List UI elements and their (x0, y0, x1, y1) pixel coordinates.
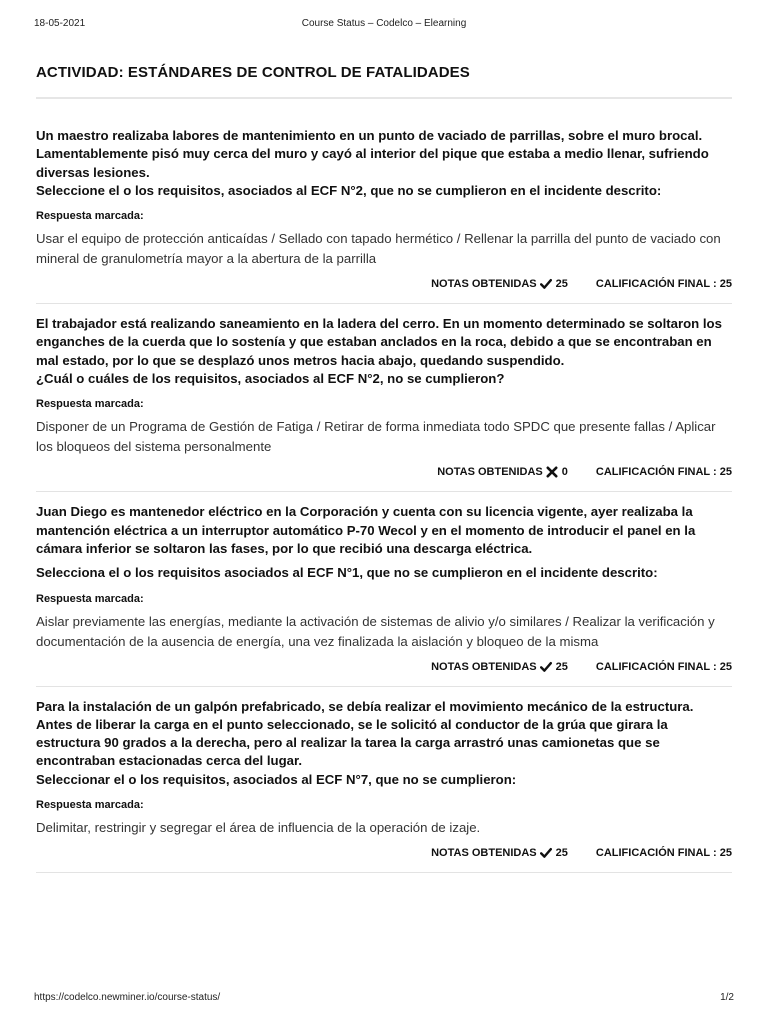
question-prompt: Seleccionar el o los requisitos, asociados al ECF N°7, que no se cumplieron: (36, 771, 517, 787)
calificacion-final (596, 847, 732, 859)
document-title: Course Status – Codelco – Elearning (301, 18, 467, 29)
notas-value: 0 (561, 466, 568, 479)
score-row (36, 661, 732, 686)
page-url[interactable]: https://codelco.newminer.io/course-status/ (34, 992, 221, 1003)
calificacion-value: 25 (719, 847, 732, 860)
notas-label: NOTAS OBTENIDAS (437, 466, 543, 479)
notas-obtenidas (431, 661, 568, 673)
score-row (36, 847, 732, 872)
question-text (36, 698, 732, 789)
calificacion-label: CALIFICACIÓN FINAL : (595, 847, 717, 860)
calificacion-final (596, 466, 732, 478)
answer-label: Respuesta marcada: (36, 398, 144, 411)
notas-label: NOTAS OBTENIDAS (431, 847, 537, 860)
calificacion-final (596, 278, 732, 290)
question-statement: Para la instalación de un galpón prefabricado, se debía realizar el movimiento mecánico de la estructura. Antes de liberar la carga en el punto seleccionado, se le solicitó al conductor de la grúa que girara la estructura 90 grados a la derecha, pero al realizar la tarea la carga arrastró unas camionetas que se encontraban estacionadas cerca del lugar. (36, 698, 694, 769)
calificacion-value: 25 (719, 466, 732, 479)
score-row (36, 278, 732, 303)
question-text (36, 127, 732, 200)
course-status-content (36, 64, 732, 873)
notas-label: NOTAS OBTENIDAS (431, 278, 537, 291)
cross-icon (546, 466, 558, 478)
question-block (36, 687, 732, 873)
question-text (36, 315, 732, 388)
notas-label: NOTAS OBTENIDAS (431, 660, 537, 673)
calificacion-final (596, 661, 732, 673)
question-prompt: Seleccione el o los requisitos, asociados al ECF N°2, que no se cumplieron en el incidente descrito: (36, 182, 662, 198)
question-prompt: ¿Cuál o cuáles de los requisitos, asociados al ECF N°2, no se cumplieron? (36, 371, 505, 387)
print-date: 18-05-2021 (34, 18, 86, 29)
question-statement: Juan Diego es mantenedor eléctrico en la Corporación y cuenta con su licencia vigente, ayer realizaba la mantención eléctrica a un interruptor automático P-70 Wecol y en el momento de introducir el panel en la cámara inferior se soltaron las fases, por lo que recibió una descarga eléctrica. (36, 504, 696, 556)
checkmark-icon (540, 847, 552, 859)
notas-obtenidas (431, 278, 568, 290)
question-block (36, 304, 732, 492)
answer-label: Respuesta marcada: (36, 592, 144, 605)
marked-answer: Delimitar, restringir y segregar el área de influencia de la operación de izaje. (36, 820, 481, 836)
answer-label: Respuesta marcada: (36, 210, 144, 223)
question-text (36, 503, 732, 582)
notas-value: 25 (555, 660, 568, 673)
activity-title: ACTIVIDAD: ESTÁNDARES DE CONTROL DE FATALIDADES (36, 64, 732, 99)
calificacion-label: CALIFICACIÓN FINAL : (595, 278, 717, 291)
notas-value: 25 (555, 847, 568, 860)
print-footer (34, 992, 734, 1006)
question-block (36, 492, 732, 686)
calificacion-label: CALIFICACIÓN FINAL : (595, 466, 717, 479)
marked-answer: Disponer de un Programa de Gestión de Fatiga / Retirar de forma inmediata todo SPDC que presente fallas / Aplicar los bloqueos del sistema personalmente (36, 419, 716, 455)
notas-obtenidas (431, 847, 568, 859)
print-header (34, 18, 734, 32)
marked-answer: Aislar previamente las energías, mediante la activación de sistemas de alivio y/o similares / Realizar la verificación y documentación de la ausencia de energía, una vez finalizada la aislación y bloqueo de la misma (36, 613, 715, 649)
checkmark-icon (540, 661, 552, 673)
score-row (36, 466, 732, 491)
notas-obtenidas (437, 466, 568, 478)
marked-answer: Usar el equipo de protección anticaídas / Sellado con tapado hermético / Rellenar la parrilla del punto de vaciado con mineral de granulometría mayor a la abertura de la parrilla (36, 231, 721, 267)
notas-value: 25 (555, 278, 568, 291)
question-block (36, 99, 732, 304)
question-statement: Un maestro realizaba labores de mantenimiento en un punto de vaciado de parrillas, sobre el muro brocal. Lamentablemente pisó muy cerca del muro y cayó al interior del pique que estaba a medio llenar, sufriendo diversas lesiones. (36, 128, 709, 180)
page-number: 1/2 (720, 992, 734, 1003)
checkmark-icon (540, 278, 552, 290)
question-prompt: Selecciona el o los requisitos asociados al ECF N°1, que no se cumplieron en el incidente descrito: (36, 565, 658, 581)
calificacion-value: 25 (719, 660, 732, 673)
calificacion-value: 25 (719, 278, 732, 291)
answer-label: Respuesta marcada: (36, 799, 144, 812)
calificacion-label: CALIFICACIÓN FINAL : (595, 660, 717, 673)
question-statement: El trabajador está realizando saneamiento en la ladera del cerro. En un momento determinado se soltaron los enganches de la cuerda que lo sostenía y que estaban anclados en la roca, debido a que se encontraban en mal estado, por lo que se desplazó unos metros hacia abajo, quedando suspendido. (36, 316, 722, 368)
